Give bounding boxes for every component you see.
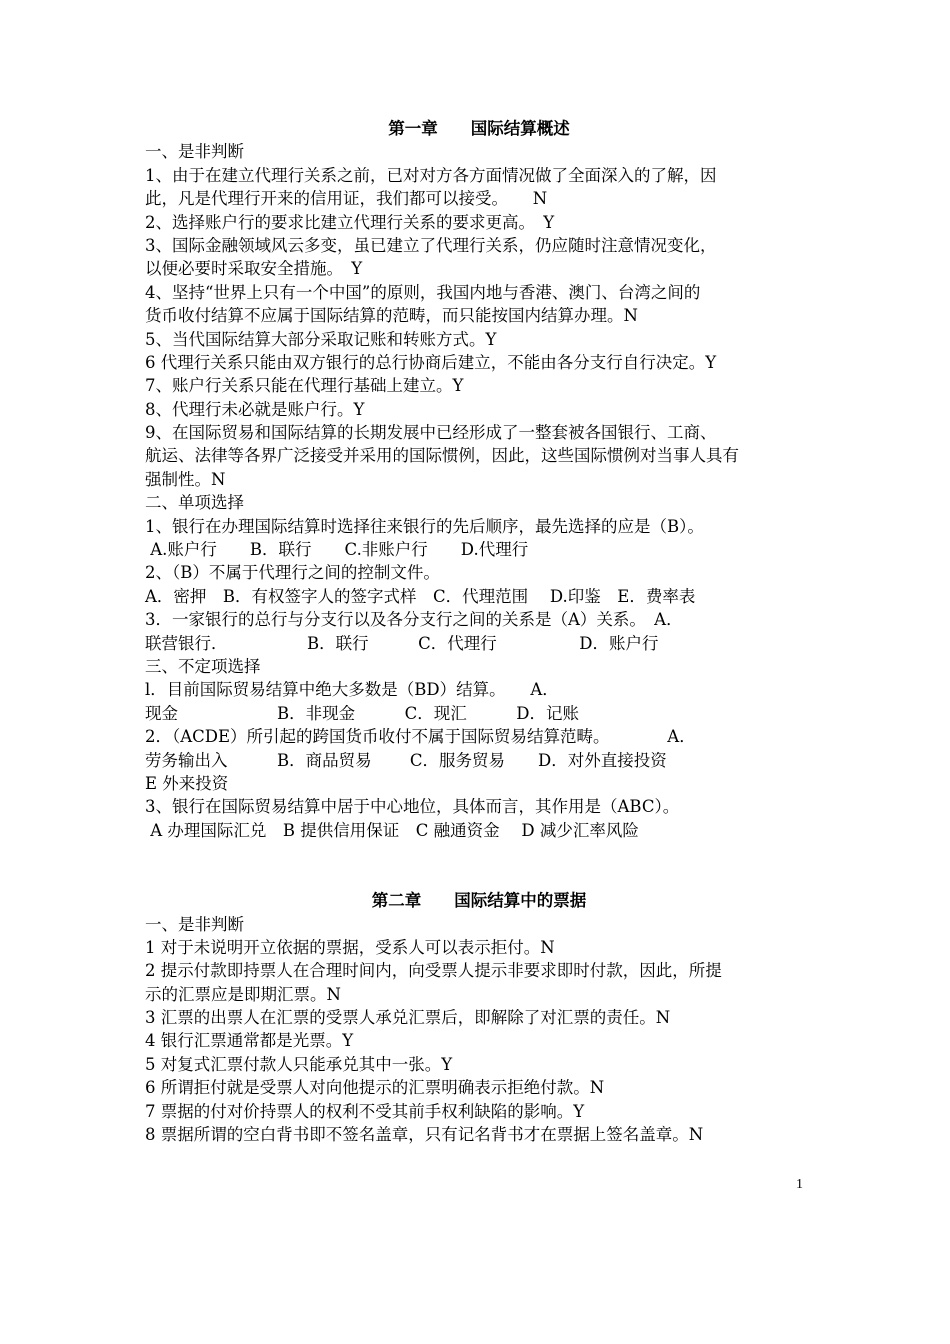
ch1-s2-line: 2、（B）不属于代理行之间的控制文件。 (145, 563, 440, 583)
ch2-s1-line: 7 票据的付对价持票人的权利不受其前手权利缺陷的影响。Y (145, 1101, 585, 1121)
ch1-s2-line: 3．一家银行的总行与分支行以及各分支行之间的关系是（A）关系。 A． (145, 610, 683, 630)
ch1-s3-line: E 外来投资 (145, 773, 229, 793)
ch1-s3-line: l．目前国际贸易结算中绝大多数是（BD）结算。 A． (145, 680, 559, 700)
ch1-s1-line: 8、代理行未必就是账户行。Y (145, 399, 365, 419)
ch1-section-3-heading: 三、不定项选择 (145, 656, 261, 676)
ch2-section-1-heading: 一、是非判断 (145, 914, 244, 934)
chapter-2-title: 第二章 国际结算中的票据 (371, 891, 587, 911)
ch2-s1-line: 2 提示付款即持票人在合理时间内，向受票人提示非要求即时付款，因此，所提 (145, 961, 722, 981)
ch1-s1-line: 此，凡是代理行开来的信用证，我们都可以接受。 N (145, 189, 548, 209)
ch1-s2-line: 1、银行在办理国际结算时选择往来银行的先后顺序，最先选择的应是（B）。 (145, 516, 704, 536)
ch1-s3-line: 2．（ACDE）所引起的跨国货币收付不属于国际贸易结算范畴。 A． (145, 727, 696, 747)
ch1-s1-line: 强制性。N (145, 469, 226, 489)
ch1-s2-line: A．密押 B．有权签字人的签字式样 C．代理范围 D.印鉴 E．费率表 (145, 586, 696, 606)
chapter-1-title: 第一章 国际结算概述 (388, 119, 570, 138)
ch1-s3-line: 3、银行在国际贸易结算中居于中心地位，具体而言，其作用是（ABC）。 (145, 797, 680, 817)
ch2-s1-line: 示的汇票应是即期汇票。N (145, 984, 341, 1004)
ch1-s1-line: 货币收付结算不应属于国际结算的范畴，而只能按国内结算办理。N (145, 306, 638, 326)
ch1-s3-line: 劳务输出入 B．商品贸易 C．服务贸易 D．对外直接投资 (145, 750, 667, 770)
page-content (145, 117, 813, 1146)
ch2-s1-line: 3 汇票的出票人在汇票的受票人承兑汇票后，即解除了对汇票的责任。N (145, 1008, 671, 1028)
ch2-s1-line: 5 对复式汇票付款人只能承兑其中一张。Y (145, 1054, 453, 1074)
ch1-s3-line: A 办理国际汇兑 B 提供信用保证 C 融通资金 D 减少汇率风险 (145, 820, 639, 840)
ch2-s1-line: 6 所谓拒付就是受票人对向他提示的汇票明确表示拒绝付款。N (145, 1078, 605, 1098)
page-number: 1 (796, 1177, 803, 1192)
ch1-s2-line: A.账户行 B．联行 C.非账户行 D.代理行 (145, 540, 529, 560)
ch1-section-1-heading: 一、是非判断 (145, 142, 244, 162)
ch1-s1-line: 4、坚持“世界上只有一个中国”的原则，我国内地与香港、澳门、台湾之间的 (145, 282, 701, 302)
ch2-s1-line: 8 票据所谓的空白背书即不签名盖章，只有记名背书才在票据上签名盖章。N (145, 1125, 704, 1145)
ch1-s1-line: 航运、法律等各界广泛接受并采用的国际惯例，因此，这些国际惯例对当事人具有 (145, 446, 739, 466)
ch1-s1-line: 6 代理行关系只能由双方银行的总行协商后建立，不能由各分支行自行决定。Y (145, 352, 717, 372)
ch1-s1-line: 7、账户行关系只能在代理行基础上建立。Y (145, 376, 464, 396)
ch1-s3-line: 现金 B．非现金 C．现汇 D．记账 (145, 703, 579, 723)
ch1-s1-line: 9、在国际贸易和国际结算的长期发展中已经形成了一整套被各国银行、工商、 (145, 423, 717, 443)
ch2-s1-line: 4 银行汇票通常都是光票。Y (145, 1031, 354, 1051)
ch1-s2-line: 联营银行． B．联行 C．代理行 D．账户行 (145, 633, 659, 653)
chapter-spacer (145, 842, 813, 889)
ch1-s1-line: 1、由于在建立代理行关系之前，已对对方各方面情况做了全面深入的了解，因 (145, 165, 717, 185)
ch1-s1-line: 2、选择账户行的要求比建立代理行关系的要求更高。 Y (145, 212, 555, 232)
ch2-s1-line: 1 对于未说明开立依据的票据，受系人可以表示拒付。N (145, 937, 555, 957)
ch1-s1-line: 以便必要时采取安全措施。 Y (145, 259, 363, 279)
ch1-s1-line: 5、当代国际结算大部分采取记账和转账方式。Y (145, 329, 497, 349)
ch1-section-2-heading: 二、单项选择 (145, 493, 244, 513)
ch1-s1-line: 3、国际金融领域风云多变，虽已建立了代理行关系，仍应随时注意情况变化， (145, 235, 717, 255)
